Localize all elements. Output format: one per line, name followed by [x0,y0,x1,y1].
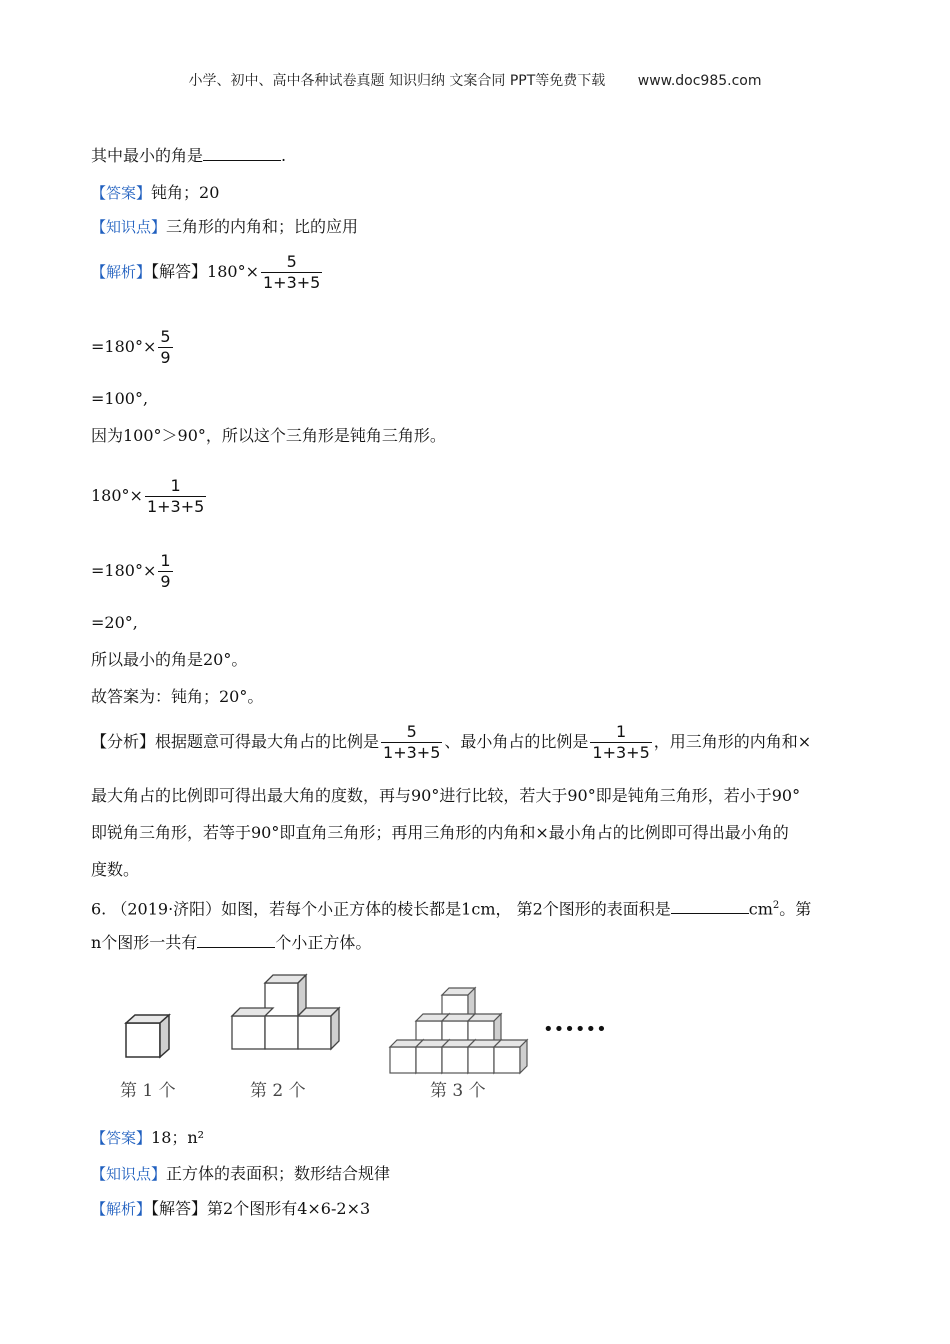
fraction: $\frac{5}{1+3+5}$ [383,722,441,762]
answer-tag: 【答案】 [91,1129,152,1147]
q5-answer: 【答案】钝角；20 [91,183,220,202]
q5-question-tail: 其中最小的角是 . [91,146,287,165]
figure-2-cubes [232,975,339,1049]
caption-figure-3: 第 3 个 [430,1081,486,1101]
page-header [0,70,950,90]
figure-3-cubes [390,988,527,1073]
answer-tag: 【答案】 [91,184,152,202]
q5-solution-line7: =20°, [91,613,138,632]
q5-analysis-line1: 【分析】根据题意可得最大角占的比例是 $\frac{5}{1+3+5}$ 、最小角占的比例是 $\frac{1}{1+3+5}$ ，用三角形的内角和× [91,722,812,762]
fenxi-tag: 【分析】 [91,732,156,751]
q5-solution-line9: 故答案为：钝角；20°。 [91,687,264,706]
answer-blank [671,899,749,914]
q5-solution-line1: 【解析】【解答】180°× $\frac{5}{1+3+5}$ [91,252,321,292]
q5-solution-line2: =180°× $\frac{5}{9}$ [91,327,171,367]
q5-analysis-line3: 即锐角三角形，若等于90°即直角三角形；再用三角形的内角和×最小角占的比例即可得出最小角的 [91,823,789,842]
q5-solution-line3: =100°, [91,389,149,408]
knowledge-tag: 【知识点】 [91,1165,167,1183]
q5-solution-line5: 180°× $\frac{1}{1+3+5}$ [91,476,205,516]
header-site-link[interactable]: www.doc985.com [637,73,762,89]
q6-question-line1: 6. （2019·济阳）如图，若每个小正方体的棱长都是1cm， 第2个图形的表面积是 $cm^2$。第 [91,899,812,919]
q6-question-line2: n个图形一共有 个小正方体。 [91,933,372,952]
q5-analysis-line2: 最大角占的比例即可得出最大角的度数，再与90°进行比较，若大于90°即是钝角三角形，若小于90° [91,786,801,805]
analysis-tag: 【解析】 [91,1200,152,1218]
cube-pattern-figure [100,968,620,1108]
q5-solution-line8: 所以最小的角是20°。 [91,650,248,669]
question-source: （2019·济阳） [111,899,222,919]
q5-solution-line4: 因为100°＞90°，所以这个三角形是钝角三角形。 [91,426,446,445]
q5-knowledge: 【知识点】三角形的内角和；比的应用 [91,217,359,236]
header-text: 小学、初中、高中各种试卷真题 知识归纳 文案合同 PPT等免费下载 [188,73,606,89]
analysis-tag: 【解析】 [91,263,152,281]
figure-1-cubes [126,1015,169,1057]
q5-solution-line6: =180°× $\frac{1}{9}$ [91,551,171,591]
fraction: $\frac{5}{1+3+5}$ [262,252,321,292]
fraction: $\frac{5}{9}$ [160,327,171,367]
q6-knowledge: 【知识点】正方体的表面积；数形结合规律 [91,1164,391,1183]
knowledge-tag: 【知识点】 [91,218,167,236]
question-number: 6. [91,899,107,919]
fraction: $\frac{1}{1+3+5}$ [592,722,650,762]
q6-answer: 【答案】18；n² [91,1128,205,1147]
caption-figure-1: 第 1 个 [120,1081,176,1101]
answer-blank [203,146,281,161]
q5-analysis-line4: 度数。 [91,860,140,879]
continuation-dots: •••••• [543,1019,607,1040]
answer-blank [197,933,275,948]
fraction: $\frac{1}{1+3+5}$ [146,476,205,516]
caption-figure-2: 第 2 个 [250,1081,306,1101]
q6-solution: 【解析】【解答】第2个图形有4×6-2×3 [91,1199,371,1218]
fraction: $\frac{1}{9}$ [160,551,171,591]
